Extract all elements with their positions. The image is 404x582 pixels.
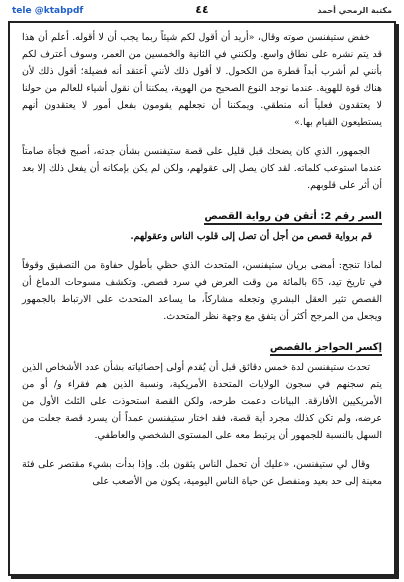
paragraph-quote: خفض ستيفنسن صوته وقال، «أريد أن أقول لكم شيئاً ربما يجب أن لا أقوله. أعلم أن هذا قد يتم نشره على نطاق واسع. ولكنني في الثانية والخمسين من العمر، وسوف أعترف لكم بأنني لم أشرب أبداً قطرة من الكحول. لا أقول ذلك لأنني أعتقد أنه فضيلة؛ أقول ذلك لأن هناك قوة للهوية. عندما نوجد النوع الصحيح من الهوية، يمكننا أن نقول أشياء للعالم من حولنا لا يعتقدون فعلياً أنه منطقي. ويمكننا أن نجعلهم يقومون بفعل أمور لا يعتقدون أنهم يستطيعون القيام بها.» (22, 32, 382, 128)
page-content (10, 23, 394, 490)
page-number: ٤٤ (195, 3, 209, 16)
paragraph-audience: الجمهور، الذي كان يضحك قبل قليل على قصة ستيفنسن بشأن جدته، أصبح فجأة صامتاً عندما استوعب كلماته. لقد كان يصل إلى عقولهم، ولكن لم يكن بإمكانه أن يفعل ذلك إلا بعد أن أثر على قلوبهم. (22, 146, 382, 191)
page-header (8, 3, 396, 21)
channel-tag: tele @ktabpdf (12, 6, 84, 16)
paragraph-trust: وقال لي ستيفنسن، «عليك أن تحمل الناس يثقون بك. وإذا بدأت بشيء مقتصر على فئة معينة إلى حد بعيد ومنفصل عن حياة الناس اليومية، يكون من الأصعب على (22, 459, 382, 487)
paragraph-why-it-works: لماذا تنجح: أمضى بريان ستيفنسن، المتحدث الذي حظي بأطول حفاوة من التصفيق وقوفاً في تاريخ تيد، 65 بالمائة من وقت العرض في سرد قصص. وتكشف مسوحات الدماغ أن القصص تثير العقل البشري وتجعله مشاركاً، ما يساعد المتحدث على الارتباط بالجمهور ويجعل من المرجح أكثر أن يتفق مع وجهة نظر المتحدث. (22, 260, 382, 322)
library-name: مكتبة الرمحي أحمد (317, 6, 392, 15)
section-subtitle: قم برواية قصص من أجل أن تصل إلى قلوب الناس وعقولهم. (130, 231, 372, 242)
paragraph-statistics: تحدث ستيفنسن لدة خمس دقائق قبل أن يُقدم أولى إحصائياته بشأن عدد الأشخاص الذين يتم سجنهم في سجون الولايات المتحدة الأمريكية، ونسبة الذين هم فقراء و/ أو من الأمريكيين الأفارقة. البيانات دعمت طرحه، ولكن القصة استحوذت على الثلث الأول من عرضه، ولم تكن كذلك مجرد أية قصة، فقد اختار ستيفنسن عمداً أن يسرد قصة جعلت من السهل بالنسبة للجمهور أن يرتبط معه على المستوى الشخصي والعاطفي. (22, 362, 382, 441)
page-frame (8, 21, 396, 576)
section-heading-secret-2: السر رقم 2: أتقن فن رواية القصص (22, 206, 382, 228)
section-heading-break-barriers: إكسر الحواجز بالقصص (22, 337, 382, 359)
